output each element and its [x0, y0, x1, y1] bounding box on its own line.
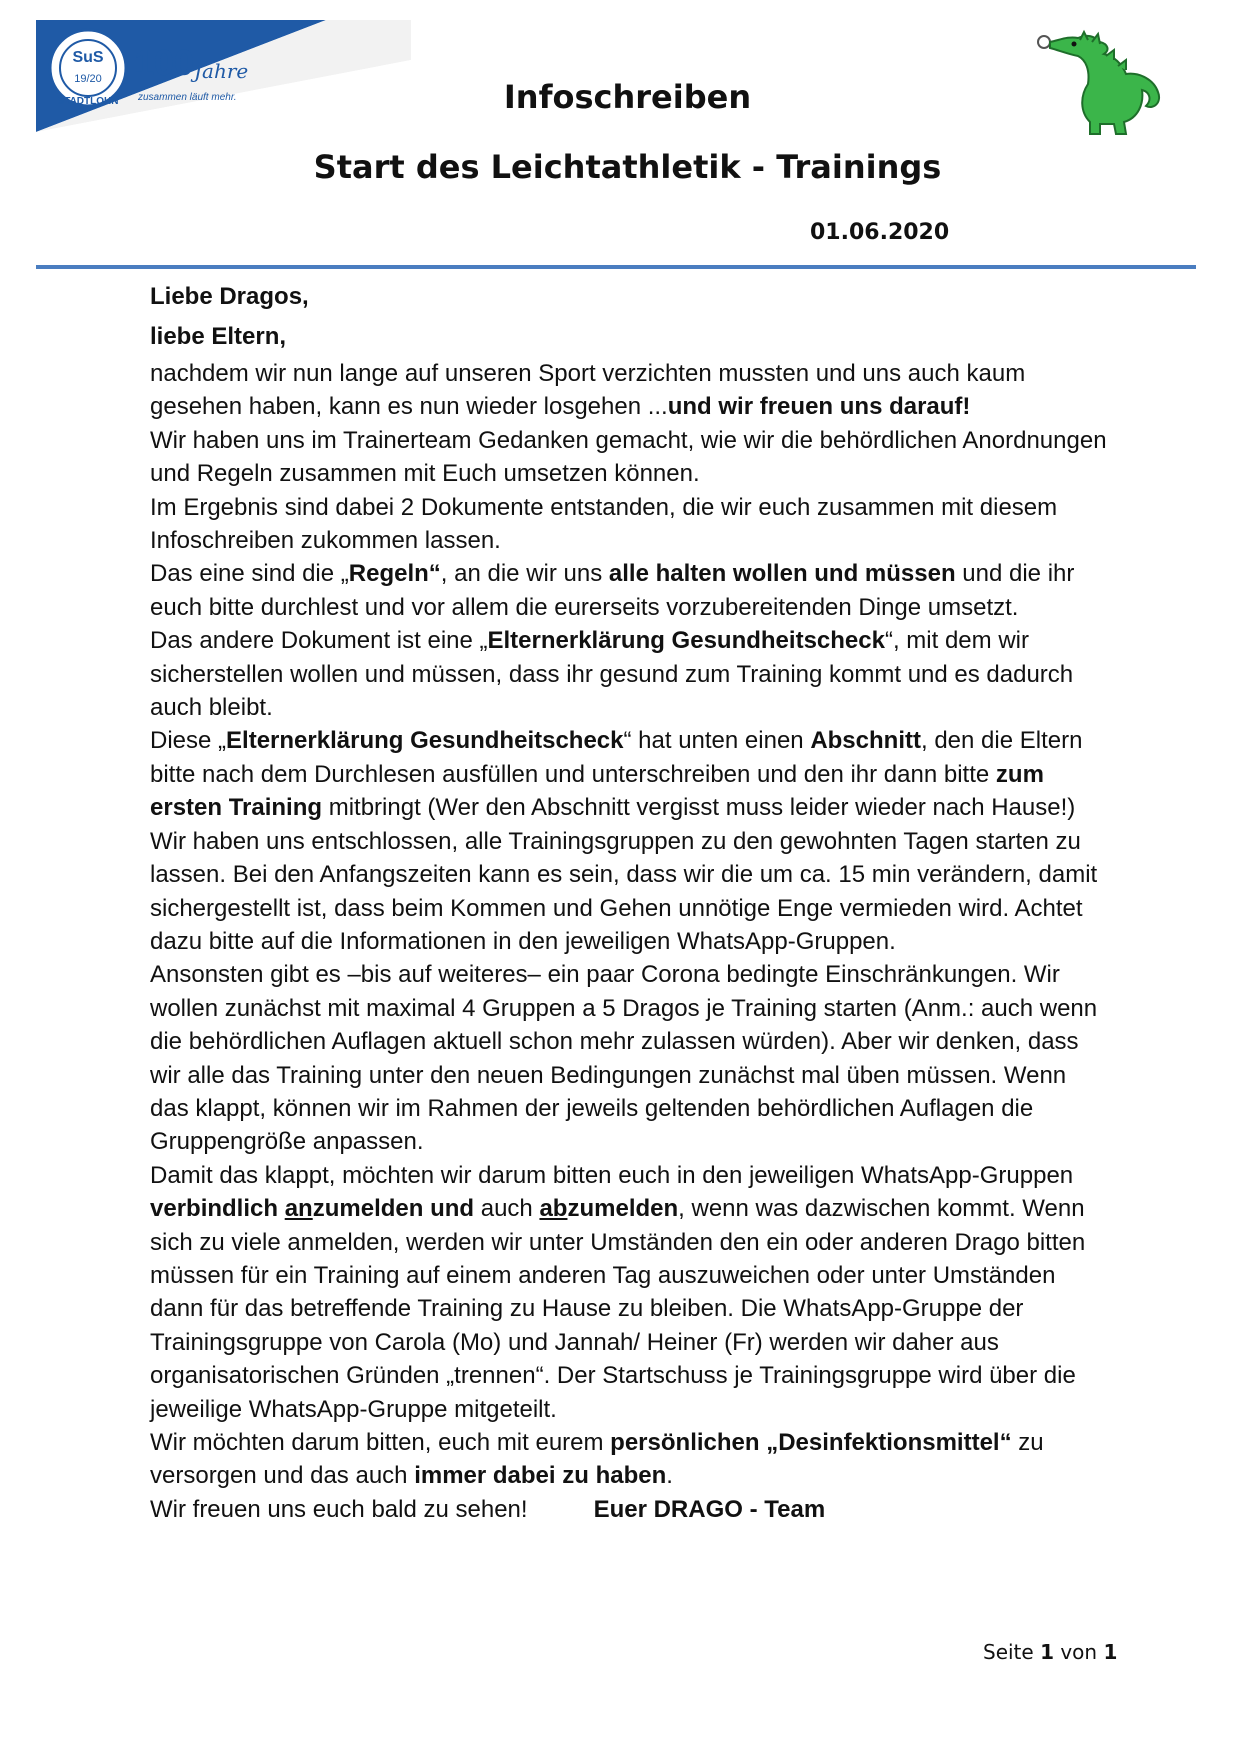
letter-body	[150, 277, 1110, 1526]
logo-town: STADTLOHN	[57, 96, 119, 107]
paragraph-section: Diese „Elternerklärung Gesundheitscheck“ hat unten einen Abschnitt, den die Eltern bitte nach dem Durchlesen ausfüllen und unterschreiben und den ihr dann bitte zum ersten Training mitbringt (Wer den Abschnitt vergisst muss leider wieder nach Hause!)	[150, 727, 1083, 822]
paragraph-schedule: Wir haben uns entschlossen, alle Trainingsgruppen zu den gewohnten Tagen starten zu lassen. Bei den Anfangszeiten kann es sein, dass wir die um ca. 15 min verändern, damit sichergestellt ist, dass beim Kommen und Gehen unnötige Enge vermieden wird. Achtet dazu bitte auf die Informationen in den jeweiligen WhatsApp-Gruppen.	[150, 827, 1098, 955]
logo-slogan: zusammen läuft mehr.	[138, 92, 237, 103]
greeting-parents: liebe Eltern,	[150, 323, 287, 350]
closing-line	[150, 1493, 1110, 1526]
logo-anniversary-word: Jahre	[194, 59, 249, 83]
paragraph-registration: Damit das klappt, möchten wir darum bitten euch in den jeweiligen WhatsApp-Gruppen verbindlich anzumelden und auch abzumelden, wenn was dazwischen kommt. Wenn sich zu viele anmelden, werden wir unter Umständen den ein oder anderen Drago bitten müssen für ein Training auf einem anderen Tag auszuweichen oder unter Umständen dann für das betreffende Training zu Hause zu bleiben. Die WhatsApp-Gruppe der Trainingsgruppe von Carola (Mo) und Jannah/ Heiner (Fr) werden wir daher aus organisatorischen Gründen „trennen“. Der Startschuss je Trainingsgruppe wird über die jeweilige WhatsApp-Gruppe mitgeteilt.	[150, 1161, 1086, 1423]
header-divider	[36, 265, 1196, 269]
signature: Euer DRAGO - Team	[593, 1495, 826, 1523]
paragraph-documents: Im Ergebnis sind dabei 2 Dokumente entstanden, die wir euch zusammen mit diesem Infoschreiben zukommen lassen.	[150, 493, 1058, 555]
paragraph-restrictions: Ansonsten gibt es –bis auf weiteres– ein paar Corona bedingte Einschränkungen. Wir wollen zunächst mit maximal 4 Gruppen a 5 Dragos je Training starten (Anm.: auch wenn die behördlichen Auflagen aktuell schon mehr zulassen würden). Aber wir denken, dass wir alle das Training unter den neuen Bedingungen zunächst mal üben müssen. Wenn das klappt, können wir im Rahmen der jeweils geltenden behördlichen Auflagen die Gruppengröße anpassen.	[150, 961, 1098, 1156]
paragraph-intro: nachdem wir nun lange auf unseren Sport verzichten mussten und uns auch kaum gesehen haben, kann es nun wieder losgehen ...und wir freuen uns darauf!	[150, 360, 1026, 421]
letter-date: 01.06.2020	[810, 220, 950, 245]
page-subtitle: Start des Leichtathletik - Trainings	[313, 148, 942, 186]
logo-founded: 19/20	[74, 73, 102, 85]
page-number: Seite 1 von 1	[983, 1640, 1118, 1664]
logo-initials: SuS	[72, 49, 104, 66]
logo-anniversary-number: 100	[134, 42, 195, 83]
greeting-kids: Liebe Dragos,	[150, 283, 309, 310]
paragraph-rules: Das eine sind die „Regeln“, an die wir uns alle halten wollen und müssen und die ihr euch bitte durchlest und vor allem die eurerseits vorzubereitenden Dinge umsetzt.	[150, 560, 1075, 621]
paragraph-health-declaration: Das andere Dokument ist eine „Elternerklärung Gesundheitscheck“, mit dem wir sicherstellen wollen und müssen, dass ihr gesund zum Training kommt und es dadurch auch bleibt.	[150, 627, 1074, 722]
page-title: Infoschreiben	[503, 78, 752, 116]
closing-text: Wir freuen uns euch bald zu sehen!	[150, 1495, 528, 1523]
paragraph-trainer-team: Wir haben uns im Trainerteam Gedanken gemacht, wie wir die behördlichen Anordnungen und Regeln zusammen mit Euch umsetzen können.	[150, 426, 1107, 488]
paragraph-disinfectant: Wir möchten darum bitten, euch mit eurem persönlichen „Desinfektionsmittel“ zu versorgen und das auch immer dabei zu haben.	[150, 1429, 1044, 1490]
